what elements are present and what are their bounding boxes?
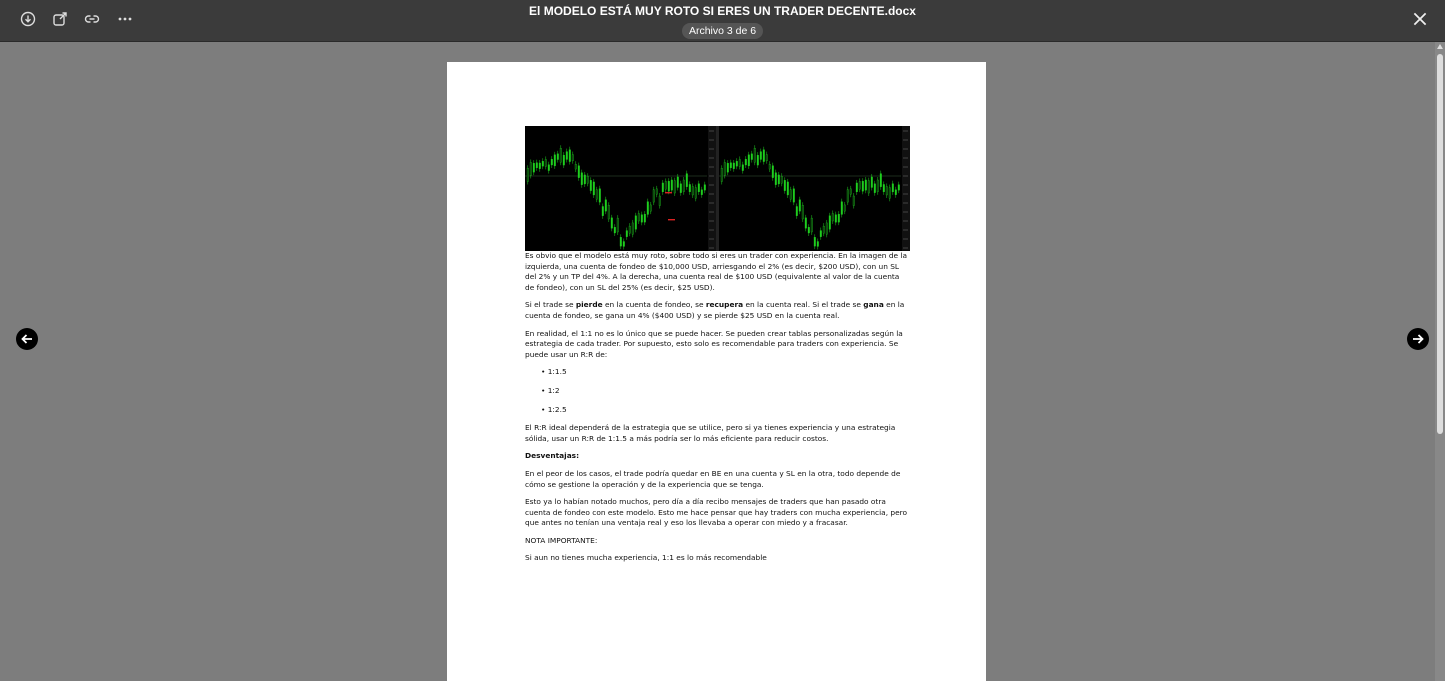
chart-left [525,126,716,251]
chart-right [719,126,910,251]
scrollbar-thumb[interactable] [1437,54,1443,434]
list-item: • 1:1.5 [541,367,910,378]
scroll-up-icon[interactable] [1437,44,1443,49]
document-title: El MODELO ESTÁ MUY ROTO SI ERES UN TRADER DECENTE.docx [529,4,916,18]
heading-important-note: NOTA IMPORTANTE: [525,535,598,545]
list-item: • 1:2 [541,386,910,397]
paragraph-rr-options: En realidad, el 1:1 no es lo único que se puede hacer. Se pueden crear tablas personalizadas según la estrategia de cada trader. Por supuesto, esto solo es recomendable para traders con experiencia. Se puede usar un R:R de: [525,328,903,359]
paragraph-intro: Es obvio que el modelo está muy roto, sobre todo si eres un trader con experiencia. En la imagen de la izquierda, una cuenta de fondeo de $10,000 USD, arriesgando el 2% (es decir, $200 USD), con un SL del 2% y un TP del 4%. A la derecha, una cuenta real de $100 USD (equivalente al valor de la cuenta de fondeo), con un SL del 25% (es decir, $25 USD). [525,251,908,292]
list-item: • 1:2.5 [541,405,910,416]
paragraph-trade-outcome: Si el trade se pierde en la cuenta de fondeo, se recupera en la cuenta real. Si el trade se gana en la cuenta de fondeo, se gana un 4% ($400 USD) y se pierde $25 USD en la cuenta real. [525,300,905,320]
document-content [525,126,910,571]
next-file-button[interactable] [1407,328,1429,350]
paragraph-ideal-rr: El R:R ideal dependerá de la estrategia que se utilice, pero si ya tienes experiencia y una estrategia sólida, usar un R:R de 1:1.5 a más podría ser lo más eficiente para reducir costos. [525,423,896,443]
file-counter-badge: Archivo 3 de 6 [682,23,763,39]
trading-charts-image [525,126,910,251]
vertical-scrollbar[interactable] [1435,42,1445,681]
arrow-left-icon [20,332,34,346]
paragraph-recommendation: Si aun no tienes mucha experiencia, 1:1 es lo más recomendable [525,553,767,563]
viewer-toolbar [0,0,1445,42]
heading-disadvantages: Desventajas: [525,451,580,461]
paragraph-worst-case: En el peor de los casos, el trade podría quedar en BE en una cuenta y SL en la otra, todo depende de cómo se gestione la operación y de la experiencia que se tenga. [525,468,901,489]
paragraph-experience: Esto ya lo habían notado muchos, pero día a día recibo mensajes de traders que han pasado otra cuenta de fondeo con este modelo. Esto me hace pensar que hay traders con mucha experiencia, pero que antes no tenían una ventaja real y eso los llevaba a operar con miedo y a fracasar. [525,497,908,528]
document-page [447,62,986,681]
arrow-right-icon [1411,332,1425,346]
previous-file-button[interactable] [16,328,38,350]
rr-bullet-list [525,367,910,415]
close-button[interactable] [1411,10,1429,28]
close-icon [1411,10,1429,28]
